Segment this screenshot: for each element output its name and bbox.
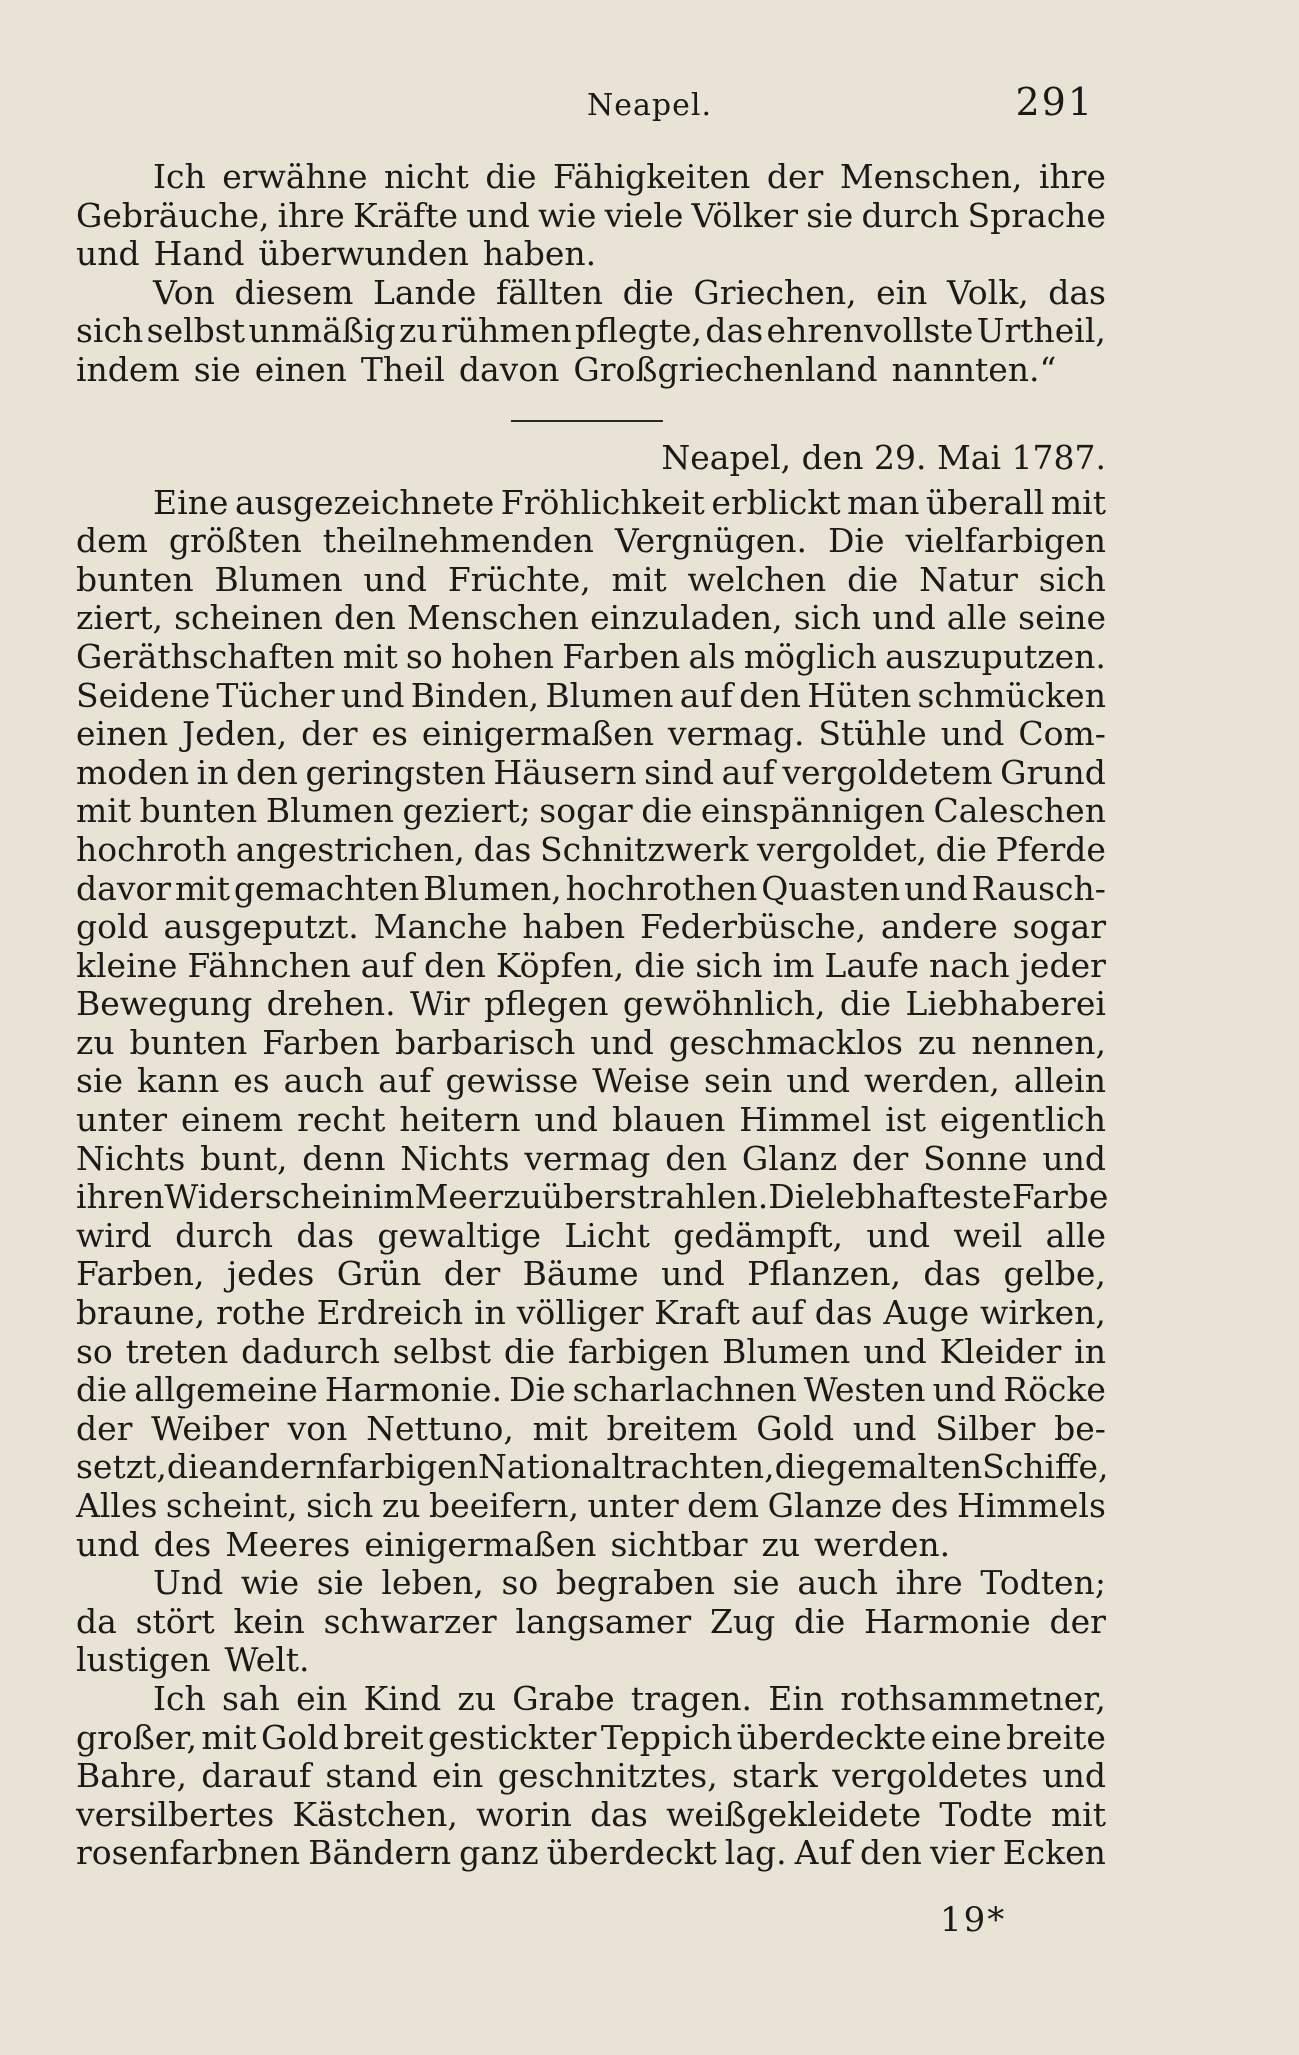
text-line: großer, mit Gold breit gestickter Teppich überdeckte eine breite [76, 1717, 1106, 1757]
text-line: davor mit gemachten Blumen, hochrothen Quasten und Rausch- [76, 868, 1106, 908]
text-line: Bahre, darauf stand ein geschnitztes, stark vergoldetes und [76, 1756, 1106, 1796]
paragraph [76, 1564, 1106, 1680]
paragraph [76, 158, 1106, 274]
running-title: Neapel. [587, 88, 712, 123]
text-line: Gebräuche, ihre Kräfte und wie viele Völker sie durch Sprache [76, 195, 1106, 235]
text-line: gold ausgeputzt. Manche haben Federbüsche, andere sogar [76, 907, 1106, 947]
text-line: bunten Blumen und Früchte, mit welchen die Natur sich [76, 559, 1106, 599]
paragraph [76, 274, 1106, 390]
body-text [76, 157, 1109, 1873]
text-line: versilbertes Kästchen, worin das weißgekleidete Todte mit [76, 1794, 1106, 1834]
section-divider [511, 420, 663, 422]
text-line: sie kann es auch auf gewisse Weise sein und werden, allein [76, 1061, 1106, 1101]
text-line: Von diesem Lande fällten die Griechen, ein Volk, das [153, 272, 1106, 312]
text-line: kleine Fähnchen auf den Köpfen, die sich im Laufe nach jeder [76, 945, 1106, 985]
text-line: Nichts bunt, denn Nichts vermag den Glanz der Sonne und [76, 1138, 1106, 1178]
paragraph [76, 482, 1109, 1565]
text-line: Bewegung drehen. Wir pflegen gewöhnlich, die Liebhaberei [76, 984, 1106, 1024]
text-line: da stört kein schwarzer langsamer Zug die Harmonie der [76, 1601, 1106, 1641]
page-number: 291 [1015, 80, 1094, 124]
text-line: ihren Widerschein im Meer zu überstrahlen. Die lebhafteste Farbe [76, 1177, 1109, 1217]
text-line: Ich erwähne nicht die Fähigkeiten der Menschen, ihre [153, 157, 1106, 196]
text-line: Alles scheint, sich zu beeifern, unter dem Glanze des Himmels [76, 1486, 1106, 1525]
text-line: rosenfarbnen Bändern ganz überdeckt lag. Auf den vier Ecken [76, 1833, 1106, 1873]
text-line: wird durch das gewaltige Licht gedämpft, und weil alle [76, 1215, 1106, 1255]
text-line: Und wie sie leben, so begraben sie auch ihre Todten; [153, 1563, 1106, 1603]
text-line: so treten dadurch selbst die farbigen Blumen und Kleider in [76, 1331, 1106, 1371]
text-line: ziert, scheinen den Menschen einzuladen, sich und alle seine [76, 598, 1106, 638]
text-line: moden in den geringsten Häusern sind auf vergoldetem Grund [76, 752, 1106, 792]
text-line: unter einem recht heitern und blauen Himmel ist eigentlich [76, 1100, 1106, 1140]
signature-mark: 19* [940, 1900, 1007, 1940]
text-line: hochroth angestrichen, das Schnitzwerk vergoldet, die Pferde [76, 829, 1106, 869]
text-line: die allgemeine Harmonie. Die scharlachnen Westen und Röcke [76, 1370, 1106, 1410]
text-line: zu bunten Farben barbarisch und geschmacklos zu nennen, [76, 1022, 1106, 1062]
text-line: braune, rothe Erdreich in völliger Kraft auf das Auge wirken, [76, 1293, 1106, 1333]
text-line: und des Meeres einigermaßen sichtbar zu werden. [76, 1524, 951, 1564]
text-line: Geräthschaften mit so hohen Farben als möglich auszuputzen. [76, 636, 1106, 676]
text-line: sich selbst unmäßig zu rühmen pflegte, das ehrenvollste Urtheil, [76, 311, 1106, 351]
text-line: mit bunten Blumen geziert; sogar die einspännigen Caleschen [76, 791, 1106, 831]
text-line: Farben, jedes Grün der Bäume und Pflanzen, das gelbe, [76, 1254, 1106, 1294]
text-line: setzt, die andern farbigen Nationaltrachten, die gemalten Schiffe, [76, 1447, 1109, 1487]
paragraph [76, 1680, 1106, 1873]
text-line: Ich sah ein Kind zu Grabe tragen. Ein rothsammetner, [153, 1678, 1106, 1718]
text-line: indem sie einen Theil davon Großgriechenland nannten.“ [76, 349, 1057, 389]
text-line: und Hand überwunden haben. [76, 234, 597, 274]
dateline: Neapel, den 29. Mai 1787. [661, 437, 1106, 477]
text-line: Seidene Tücher und Binden, Blumen auf den Hüten schmücken [76, 675, 1106, 715]
text-line: lustigen Welt. [76, 1640, 310, 1680]
text-line: einen Jeden, der es einigermaßen vermag. Stühle und Com- [76, 714, 1106, 754]
text-line: der Weiber von Nettuno, mit breitem Gold und Silber be- [76, 1408, 1106, 1448]
text-line: dem größten theilnehmenden Vergnügen. Die vielfarbigen [76, 521, 1106, 561]
text-line: Eine ausgezeichnete Fröhlichkeit erblickt man überall mit [153, 482, 1106, 522]
